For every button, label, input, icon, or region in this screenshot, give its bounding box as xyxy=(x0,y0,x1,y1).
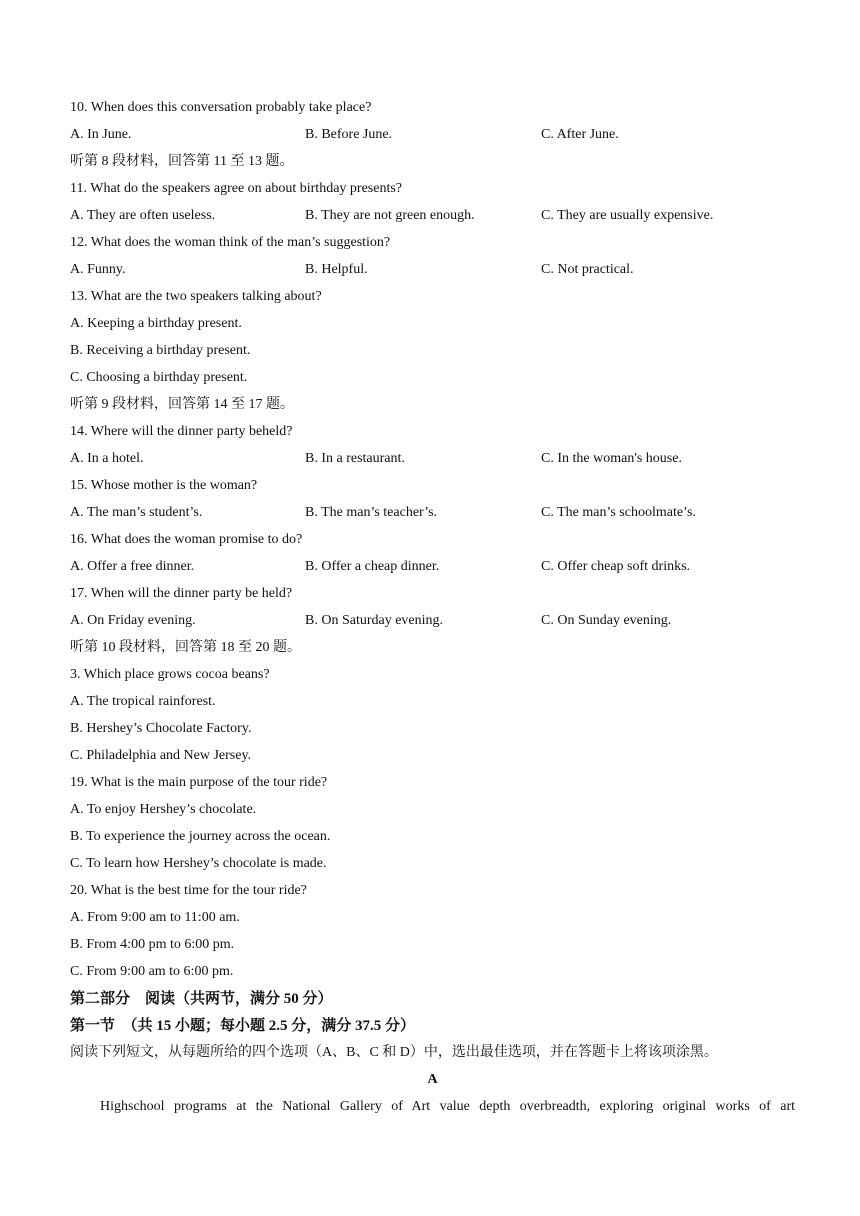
passage-label: A xyxy=(427,1072,438,1087)
answer-option: A. Offer a free dinner. xyxy=(70,559,195,574)
options-row xyxy=(70,206,795,233)
answer-option: B. Receiving a birthday present. xyxy=(70,343,251,358)
question-text: 17. When will the dinner party be held? xyxy=(70,586,293,601)
answer-option: C. The man’s schoolmate’s. xyxy=(541,505,696,520)
answer-option: C. To learn how Hershey’s chocolate is made. xyxy=(70,856,327,871)
answer-option: B. Helpful. xyxy=(305,262,368,277)
answer-option: B. The man’s teacher’s. xyxy=(305,505,438,520)
answer-option: B. Offer a cheap dinner. xyxy=(305,559,440,574)
reading-instructions: 阅读下列短文，从每题所给的四个选项（A、B、C 和 D）中，选出最佳选项，并在答题卡上将该项涂黑。 xyxy=(70,1045,718,1060)
answer-option: C. Not practical. xyxy=(541,262,634,277)
answer-option: C. After June. xyxy=(541,127,619,142)
options-row xyxy=(70,125,795,152)
answer-option: B. They are not green enough. xyxy=(305,208,475,223)
passage-text: Highschool programs at the National Gallery of Art value depth overbreadth, exploring original works of art xyxy=(100,1099,795,1114)
listening-section xyxy=(70,98,795,989)
answer-option: C. They are usually expensive. xyxy=(541,208,714,223)
answer-option: A. They are often useless. xyxy=(70,208,216,223)
question-text: 20. What is the best time for the tour ride? xyxy=(70,883,307,898)
question-text: 16. What does the woman promise to do? xyxy=(70,532,303,547)
reading-section-title: 第一节 （共 15 小题；每小题 2.5 分，满分 37.5 分） xyxy=(70,1018,416,1034)
answer-option: C. In the woman's house. xyxy=(541,451,682,466)
listening-section-instruction: 听第 9 段材料，回答第 14 至 17 题。 xyxy=(70,397,294,412)
question-text: 14. Where will the dinner party beheld? xyxy=(70,424,293,439)
answer-option: C. From 9:00 am to 6:00 pm. xyxy=(70,964,234,979)
answer-option: C. Offer cheap soft drinks. xyxy=(541,559,691,574)
answer-option: A. From 9:00 am to 11:00 am. xyxy=(70,910,240,925)
answer-option: B. From 4:00 pm to 6:00 pm. xyxy=(70,937,235,952)
listening-section-instruction: 听第 8 段材料，回答第 11 至 13 题。 xyxy=(70,154,294,169)
question-text: 10. When does this conversation probably take place? xyxy=(70,100,372,115)
reading-part-title: 第二部分 阅读（共两节，满分 50 分） xyxy=(70,991,333,1007)
question-text: 3. Which place grows cocoa beans? xyxy=(70,667,270,682)
question-text: 19. What is the main purpose of the tour ride? xyxy=(70,775,328,790)
answer-option: A. Keeping a birthday present. xyxy=(70,316,242,331)
answer-option: B. On Saturday evening. xyxy=(305,613,444,628)
question-text: 15. Whose mother is the woman? xyxy=(70,478,258,493)
answer-option: B. Before June. xyxy=(305,127,393,142)
answer-option: C. Philadelphia and New Jersey. xyxy=(70,748,252,763)
question-text: 12. What does the woman think of the man’s suggestion? xyxy=(70,235,391,250)
answer-option: B. In a restaurant. xyxy=(305,451,405,466)
answer-option: B. To experience the journey across the ocean. xyxy=(70,829,331,844)
answer-option: C. Choosing a birthday present. xyxy=(70,370,248,385)
answer-option: A. The man’s student’s. xyxy=(70,505,203,520)
answer-option: A. On Friday evening. xyxy=(70,613,196,628)
options-row xyxy=(70,449,795,476)
options-row xyxy=(70,260,795,287)
answer-option: C. On Sunday evening. xyxy=(541,613,672,628)
answer-option: A. In a hotel. xyxy=(70,451,144,466)
answer-option: A. Funny. xyxy=(70,262,126,277)
answer-option: B. Hershey’s Chocolate Factory. xyxy=(70,721,252,736)
answer-option: A. To enjoy Hershey’s chocolate. xyxy=(70,802,257,817)
question-text: 13. What are the two speakers talking about? xyxy=(70,289,322,304)
exam-page xyxy=(70,98,795,1124)
question-text: 11. What do the speakers agree on about birthday presents? xyxy=(70,181,403,196)
listening-section-instruction: 听第 10 段材料，回答第 18 至 20 题。 xyxy=(70,640,301,655)
options-row xyxy=(70,557,795,584)
options-row xyxy=(70,503,795,530)
answer-option: A. In June. xyxy=(70,127,132,142)
options-row xyxy=(70,611,795,638)
answer-option: A. The tropical rainforest. xyxy=(70,694,216,709)
